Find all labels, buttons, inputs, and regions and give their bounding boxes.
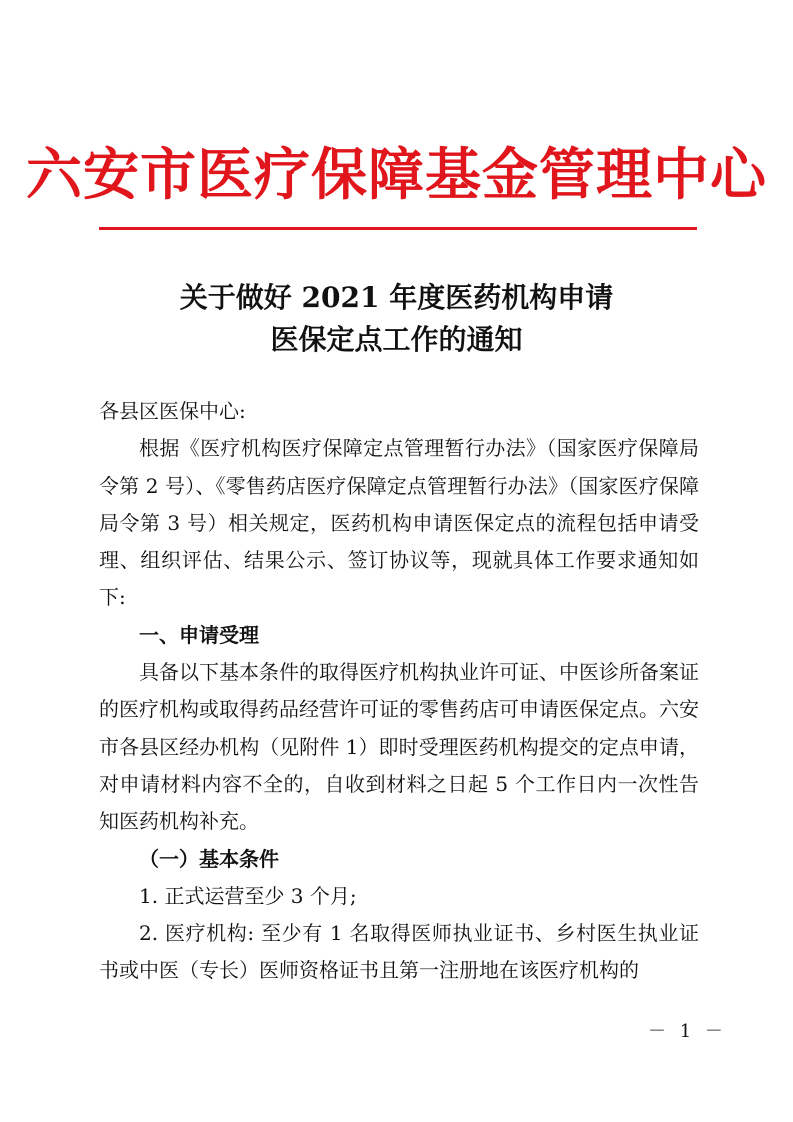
section-heading-application: 一、申请受理 — [139, 622, 259, 647]
document-title-line1: 关于做好 2021 年度医药机构申请 — [179, 281, 614, 314]
subsection-heading-basic-conditions: （一）基本条件 — [139, 846, 279, 871]
document-body — [99, 393, 699, 990]
list-item: 2. 医疗机构: 至少有 1 名取得医师执业证书、乡村医生执业证书或中医（专长）医师资格证书且第一注册地在该医疗机构的 — [99, 921, 699, 983]
org-title: 六安市医疗保障基金管理中心 — [26, 142, 767, 208]
intro-paragraph: 根据《医疗机构医疗保障定点管理暂行办法》（国家医疗保障局令第 2 号）、《零售药店医疗保障定点管理暂行办法》（国家医疗保障局令第 3 号）相关规定，医药机构申请医保定点的流程包括申请受理、组织评估、结果公示、签订协议等，现就具体工作要求通知如下: — [99, 436, 699, 610]
section-paragraph-application: 具备以下基本条件的取得医疗机构执业许可证、中医诊所备案证的医疗机构或取得药品经营许可证的零售药店可申请医保定点。六安市各县区经办机构（见附件 1）即时受理医药机构提交的定点申请，对申请材料内容不全的，自收到材料之日起 5 个工作日内一次性告知医药机构补充。 — [99, 660, 699, 834]
salutation: 各县区医保中心: — [99, 399, 246, 423]
document-title-line2: 医保定点工作的通知 — [270, 323, 523, 356]
header-divider — [99, 227, 697, 230]
list-item: 1. 正式运营至少 3 个月; — [139, 883, 357, 908]
page-number: － 1 － — [648, 1021, 727, 1042]
